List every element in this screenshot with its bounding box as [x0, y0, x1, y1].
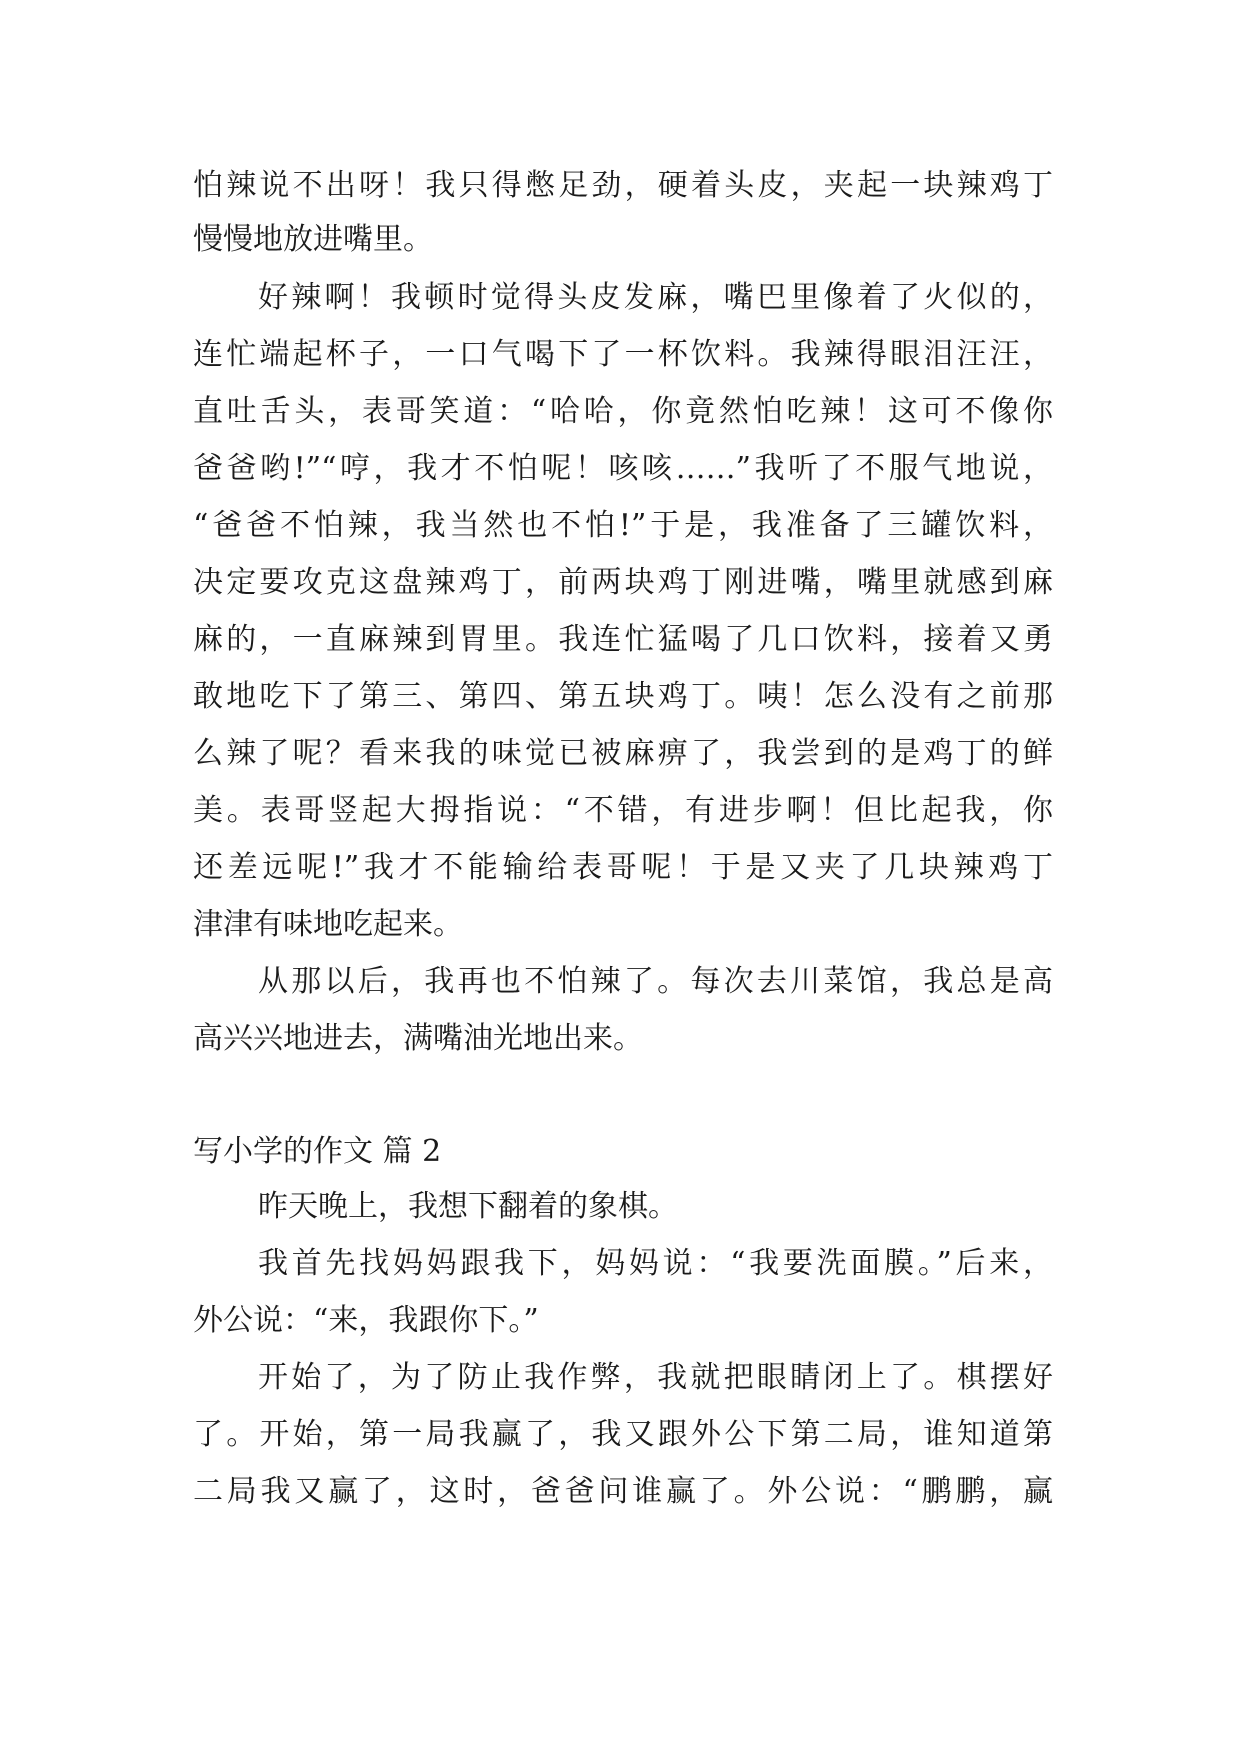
paragraph-5-line-2: 外公说：“来，我跟你下。”: [193, 1303, 539, 1338]
paragraph-6-line-3: 二局我又赢了，这时，爸爸问谁赢了。外公说：“鹏鹏，赢: [193, 1474, 1053, 1509]
paragraph-2-line-7: 麻的，一直麻辣到胃里。我连忙猛喝了几口饮料，接着又勇: [193, 622, 1053, 657]
paragraph-2-line-4: 爸爸哟!”“哼，我才不怕呢！咳咳……”我听了不服气地说，: [193, 451, 1053, 486]
paragraph-5-line-1: 我首先找妈妈跟我下，妈妈说：“我要洗面膜。”后来，: [258, 1246, 1053, 1281]
paragraph-2-line-8: 敢地吃下了第三、第四、第五块鸡丁。咦！怎么没有之前那: [193, 679, 1053, 714]
paragraph-1-line-1: 怕辣说不出呀！我只得憋足劲，硬着头皮，夹起一块辣鸡丁: [193, 168, 1053, 203]
paragraph-2-line-5: “爸爸不怕辣，我当然也不怕!”于是，我准备了三罐饮料，: [193, 508, 1053, 543]
paragraph-1-line-2: 慢慢地放进嘴里。: [193, 222, 433, 257]
paragraph-4-line-1: 昨天晚上，我想下翻着的象棋。: [258, 1189, 678, 1224]
paragraph-6-line-2: 了。开始，第一局我赢了，我又跟外公下第二局，谁知道第: [193, 1417, 1053, 1452]
paragraph-2-line-10: 美。表哥竖起大拇指说：“不错，有进步啊！但比起我，你: [193, 793, 1053, 828]
paragraph-2-line-1: 好辣啊！我顿时觉得头皮发麻，嘴巴里像着了火似的，: [258, 280, 1053, 315]
paragraph-2-line-6: 决定要攻克这盘辣鸡丁，前两块鸡丁刚进嘴，嘴里就感到麻: [193, 565, 1053, 600]
paragraph-2-line-12: 津津有味地吃起来。: [193, 907, 463, 942]
section-heading: 写小学的作文 篇 2: [193, 1134, 442, 1169]
paragraph-6-line-1: 开始了，为了防止我作弊，我就把眼睛闭上了。棋摆好: [258, 1360, 1053, 1395]
paragraph-2-line-3: 直吐舌头，表哥笑道：“哈哈，你竟然怕吃辣！这可不像你: [193, 394, 1053, 429]
paragraph-2-line-2: 连忙端起杯子，一口气喝下了一杯饮料。我辣得眼泪汪汪，: [193, 337, 1053, 372]
paragraph-3-line-1: 从那以后，我再也不怕辣了。每次去川菜馆，我总是高: [258, 964, 1053, 999]
paragraph-2-line-9: 么辣了呢？看来我的味觉已被麻痹了，我尝到的是鸡丁的鲜: [193, 736, 1053, 771]
paragraph-3-line-2: 高兴兴地进去，满嘴油光地出来。: [193, 1021, 643, 1056]
paragraph-2-line-11: 还差远呢!”我才不能输给表哥呢！于是又夹了几块辣鸡丁: [193, 850, 1053, 885]
